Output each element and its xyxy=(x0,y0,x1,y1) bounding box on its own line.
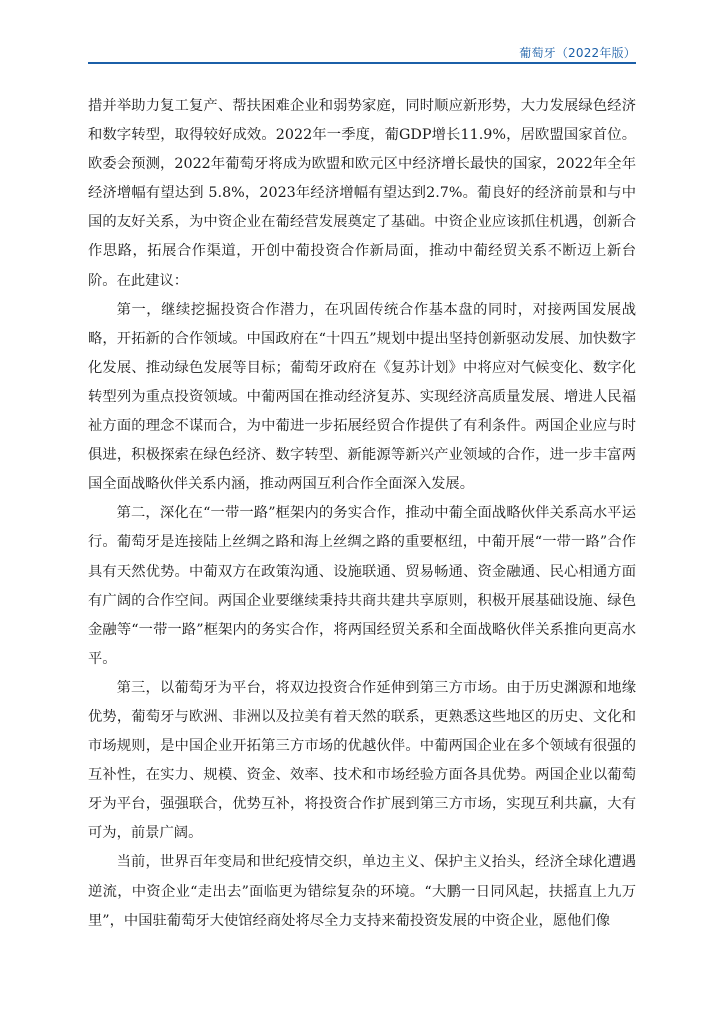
paragraph-conclusion: 当前，世界百年变局和世纪疫情交织，单边主义、保护主义抬头，经济全球化遭遇逆流，中资企业“走出去”面临更为错综复杂的环境。“大鹏一日同风起，扶摇直上九万里”，中国驻葡萄牙大使馆经商处将尽全力支持来葡投资发展的中资企业，愿他们像 xyxy=(88,854,636,929)
paragraph-first-suggestion: 第一，继续挖掘投资合作潜力，在巩固传统合作基本盘的同时，对接两国发展战略，开拓新的合作领域。中国政府在“十四五”规划中提出坚持创新驱动发展、加快数字化发展、推动绿色发展等目标；葡萄牙政府在《复苏计划》中将应对气候变化、数字化转型列为重点投资领域。中葡两国在推动经济复苏、实现经济高质量发展、增进人民福祉方面的理念不谋而合，为中葡进一步拓展经贸合作提供了有利条件。两国企业应与时俱进，积极探索在绿色经济、数字转型、新能源等新兴产业领域的合作，进一步丰富两国全面战略伙伴关系内涵，推动两国互利合作全面深入发展。 xyxy=(88,301,636,493)
header-divider xyxy=(88,62,636,64)
body-text xyxy=(88,92,636,936)
page-header xyxy=(0,0,724,66)
paragraph-third-suggestion: 第三，以葡萄牙为平台，将双边投资合作延伸到第三方市场。由于历史渊源和地缘优势，葡萄牙与欧洲、非洲以及拉美有着天然的联系，更熟悉这些地区的历史、文化和市场规则，是中国企业开拓第三方市场的优越伙伴。中葡两国企业在多个领域有很强的互补性，在实力、规模、资金、效率、技术和市场经验方面各具优势。两国企业以葡萄牙为平台，强强联合，优势互补，将投资合作扩展到第三方市场，实现互利共赢，大有可为，前景广阔。 xyxy=(88,679,636,842)
paragraph-continuation: 措并举助力复工复产、帮扶困难企业和弱势家庭，同时顺应新形势，大力发展绿色经济和数字转型，取得较好成效。2022年一季度，葡GDP增长11.9%，居欧盟国家首位。欧委会预测，2022年葡萄牙将成为欧盟和欧元区中经济增长最快的国家，2022年全年经济增幅有望达到 5.8%，2023年经济增幅有望达到2.7%。葡良好的经济前景和与中国的友好关系，为中资企业在葡经营发展奠定了基础。中资企业应该抓住机遇，创新合作思路，拓展合作渠道，开创中葡投资合作新局面，推动中葡经贸关系不断迈上新台阶。在此建议： xyxy=(88,98,636,289)
paragraph-second-suggestion: 第二，深化在“一带一路”框架内的务实合作，推动中葡全面战略伙伴关系高水平运行。葡萄牙是连接陆上丝绸之路和海上丝绸之路的重要枢纽，中葡开展“一带一路”合作具有天然优势。中葡双方在政策沟通、设施联通、贸易畅通、资金融通、民心相通方面有广阔的合作空间。两国企业要继续秉持共商共建共享原则，积极开展基础设施、绿色金融等“一带一路”框架内的务实合作，将两国经贸关系和全面战略伙伴关系推向更高水平。 xyxy=(88,505,636,667)
running-header-title: 葡萄牙（2022年版） xyxy=(519,46,636,60)
